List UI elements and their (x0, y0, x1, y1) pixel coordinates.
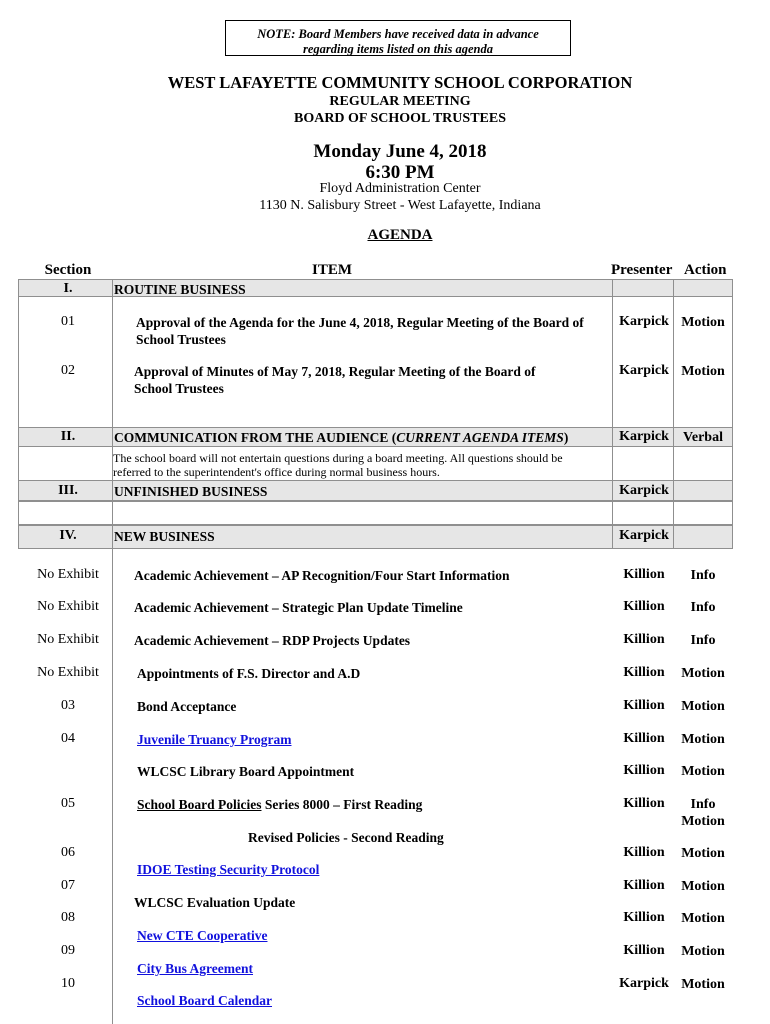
action-line: Info (690, 797, 716, 812)
presenter-column-header: Presenter (611, 262, 673, 278)
action: Motion (681, 879, 725, 894)
school-board-calendar-link[interactable]: School Board Calendar (137, 993, 273, 1008)
item-number: 01 (61, 314, 75, 329)
item-number: No Exhibit (37, 632, 99, 647)
section-title: NEW BUSINESS (114, 529, 215, 544)
presenter: Killion (623, 878, 665, 893)
grid-line (18, 279, 19, 549)
meeting-time: 6:30 PM (365, 162, 435, 183)
agenda-item-text: WLCSC Evaluation Update (134, 895, 296, 910)
meeting-title: REGULAR MEETING (329, 94, 471, 109)
presenter: Killion (623, 943, 665, 958)
presenter: Killion (623, 910, 665, 925)
action: Motion (681, 764, 725, 779)
note-line: The school board will not entertain questions during a board meeting. All questions should be (113, 451, 563, 465)
item-number: 03 (61, 698, 75, 713)
action: Info (690, 633, 716, 648)
section-number: IV. (59, 528, 77, 543)
agenda-item-line: School Trustees (136, 332, 226, 347)
presenter: Karpick (619, 363, 669, 378)
agenda-heading: AGENDA (367, 227, 433, 243)
action (674, 796, 732, 830)
agenda-item-text (137, 796, 422, 813)
org-title: WEST LAFAYETTE COMMUNITY SCHOOL CORPORATION (167, 73, 633, 92)
agenda-item-line: Approval of Minutes of May 7, 2018, Regular Meeting of the Board of (134, 364, 536, 379)
action: Motion (681, 911, 725, 926)
meeting-address: 1130 N. Salisbury Street - West Lafayette, Indiana (259, 198, 541, 213)
advance-data-note (225, 20, 571, 56)
action: Motion (681, 364, 725, 379)
section-number: II. (60, 429, 76, 444)
section-title: ROUTINE BUSINESS (114, 282, 246, 297)
section-title: UNFINISHED BUSINESS (114, 484, 268, 499)
agenda-item-text: Academic Achievement – RDP Projects Updates (134, 633, 411, 648)
agenda-item-text: Academic Achievement – Strategic Plan Update Timeline (134, 600, 463, 615)
action: Info (690, 600, 716, 615)
school-board-policies-link[interactable]: School Board Policies (137, 797, 262, 812)
section-title-part: CURRENT AGENDA ITEMS (396, 430, 564, 445)
presenter: Karpick (619, 483, 669, 498)
agenda-item-text (134, 363, 535, 397)
presenter: Killion (623, 731, 665, 746)
item-number: 02 (61, 363, 75, 378)
board-title: BOARD OF SCHOOL TRUSTEES (293, 111, 506, 126)
agenda-item-text (136, 314, 584, 348)
agenda-item-text-rest: Series 8000 – First Reading (261, 797, 423, 812)
item-column-header: ITEM (312, 262, 353, 278)
action: Motion (681, 699, 725, 714)
presenter: Killion (623, 665, 665, 680)
section-number: I. (63, 281, 73, 296)
city-bus-link[interactable]: City Bus Agreement (137, 961, 253, 976)
action: Verbal (683, 430, 723, 445)
action: Motion (681, 846, 725, 861)
agenda-item-text: Academic Achievement – AP Recognition/Four Start Information (134, 568, 510, 583)
action: Motion (681, 977, 725, 992)
revised-policies-subheading: Revised Policies - Second Reading (248, 830, 444, 845)
item-number: No Exhibit (37, 599, 99, 614)
item-number: 10 (61, 976, 75, 991)
meeting-location: Floyd Administration Center (319, 181, 481, 196)
cte-cooperative-link[interactable]: New CTE Cooperative (137, 928, 268, 943)
section-gap-row (18, 501, 732, 525)
presenter: Karpick (619, 314, 669, 329)
juvenile-truancy-link[interactable]: Juvenile Truancy Program (137, 732, 292, 747)
presenter: Karpick (619, 528, 669, 543)
agenda-item-line: Approval of the Agenda for the June 4, 2018, Regular Meeting of the Board of (136, 315, 584, 330)
section-title-part: ) (563, 430, 569, 445)
section-title (114, 429, 568, 446)
action: Motion (681, 315, 725, 330)
item-number: 08 (61, 910, 75, 925)
agenda-item-text: Bond Acceptance (137, 699, 237, 714)
idoe-testing-link[interactable]: IDOE Testing Security Protocol (137, 862, 320, 877)
section-column-header: Section (44, 262, 92, 278)
note-line-1: NOTE: Board Members have received data in advance (257, 27, 539, 41)
action-column-header: Action (684, 262, 727, 278)
item-number: No Exhibit (37, 665, 99, 680)
audience-policy-note (113, 451, 563, 479)
presenter: Killion (623, 698, 665, 713)
action: Motion (681, 732, 725, 747)
item-number: 06 (61, 845, 75, 860)
meeting-date: Monday June 4, 2018 (313, 141, 487, 162)
presenter: Killion (623, 632, 665, 647)
item-number: 09 (61, 943, 75, 958)
presenter: Killion (623, 599, 665, 614)
presenter: Killion (623, 796, 665, 811)
section-number: III. (58, 483, 78, 498)
presenter: Karpick (619, 429, 669, 444)
presenter: Karpick (619, 976, 669, 991)
agenda-item-line: School Trustees (134, 381, 224, 396)
presenter: Killion (623, 845, 665, 860)
section-title-part: COMMUNICATION FROM THE AUDIENCE ( (114, 430, 397, 445)
agenda-item-text: Appointments of F.S. Director and A.D (137, 666, 361, 681)
note-line-2: regarding items listed on this agenda (303, 42, 493, 56)
action-line: Motion (681, 814, 725, 829)
action: Info (690, 568, 716, 583)
item-number: No Exhibit (37, 567, 99, 582)
item-number: 04 (61, 731, 75, 746)
presenter: Killion (623, 567, 665, 582)
item-number: 05 (61, 796, 75, 811)
action: Motion (681, 944, 725, 959)
action: Motion (681, 666, 725, 681)
presenter: Killion (623, 763, 665, 778)
item-number: 07 (61, 878, 75, 893)
note-line: referred to the superintendent's office during normal business hours. (113, 465, 440, 479)
agenda-item-text: WLCSC Library Board Appointment (137, 764, 355, 779)
grid-line (732, 279, 733, 549)
